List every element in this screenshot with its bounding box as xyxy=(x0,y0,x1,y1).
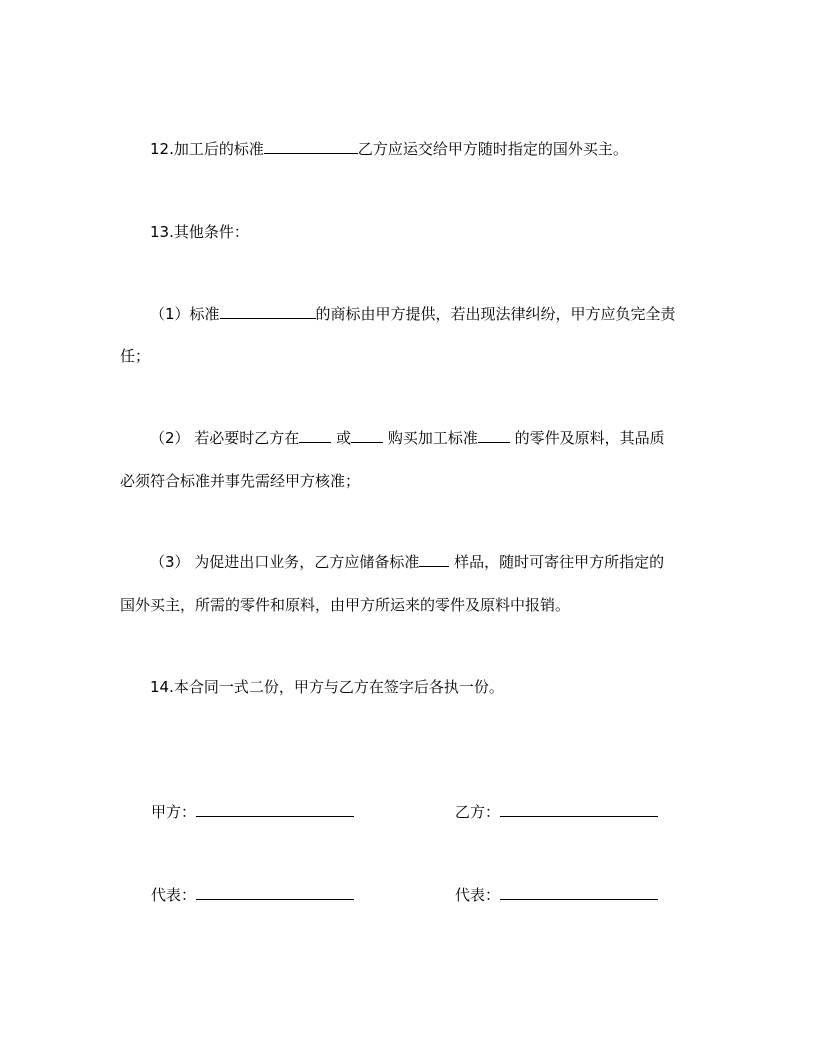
clause-12-text-b: 乙方应运交给甲方随时指定的国外买主。 xyxy=(357,140,628,158)
item-1-line-2 xyxy=(120,346,150,366)
blank-standard-item-2 xyxy=(478,428,510,443)
item-2-line-2 xyxy=(120,471,360,491)
item-2-text-e: 必须符合标准并事先需经甲方核准； xyxy=(120,472,361,490)
signature-rep-a xyxy=(151,885,354,905)
blank-standard-item-1 xyxy=(220,304,316,319)
clause-12-text-a: 12.加工后的标准 xyxy=(150,140,264,158)
blank-standard-item-3 xyxy=(419,552,449,567)
party-a-signature-line[interactable] xyxy=(196,802,354,817)
item-1-line-1 xyxy=(120,304,676,324)
item-1-text-a: （1）标准 xyxy=(150,305,220,323)
blank-standard-12 xyxy=(264,139,358,154)
item-2-text-d: 的零件及原料，其品质 xyxy=(509,429,665,447)
item-1-text-c: 任； xyxy=(120,347,151,365)
item-1-text-b: 的商标由甲方提供，若出现法律纠纷，甲方应负完全责 xyxy=(315,305,676,323)
party-b-label: 乙方： xyxy=(455,803,501,821)
blank-place-1 xyxy=(299,428,331,443)
item-3-text-a: （3） 为促进出口业务，乙方应储备标准 xyxy=(150,553,420,571)
item-2-text-a: （2） 若必要时乙方在 xyxy=(150,429,300,447)
signature-party-b xyxy=(455,802,658,822)
rep-b-label: 代表： xyxy=(455,886,501,904)
item-3-line-2 xyxy=(120,595,570,615)
item-2-text-b: 或 xyxy=(331,429,352,447)
clause-13-title-text: 13.其他条件： xyxy=(150,223,249,241)
party-a-label: 甲方： xyxy=(151,803,197,821)
rep-a-label: 代表： xyxy=(151,886,197,904)
rep-a-signature-line[interactable] xyxy=(196,885,354,900)
signature-rep-b xyxy=(455,885,658,905)
clause-13-title xyxy=(120,222,249,242)
item-2-line-1 xyxy=(120,428,665,448)
clause-14-text: 14.本合同一式二份，甲方与乙方在签字后各执一份。 xyxy=(150,678,504,696)
clause-12 xyxy=(120,139,628,159)
party-b-signature-line[interactable] xyxy=(500,802,658,817)
item-3-line-1 xyxy=(120,552,664,572)
signature-party-a xyxy=(151,802,354,822)
rep-b-signature-line[interactable] xyxy=(500,885,658,900)
item-2-text-c: 购买加工标准 xyxy=(383,429,478,447)
clause-14 xyxy=(120,677,504,697)
item-3-text-c: 国外买主，所需的零件和原料，由甲方所运来的零件及原料中报销。 xyxy=(120,596,571,614)
item-3-text-b: 样品，随时可寄往甲方所指定的 xyxy=(449,553,665,571)
blank-place-2 xyxy=(351,428,383,443)
